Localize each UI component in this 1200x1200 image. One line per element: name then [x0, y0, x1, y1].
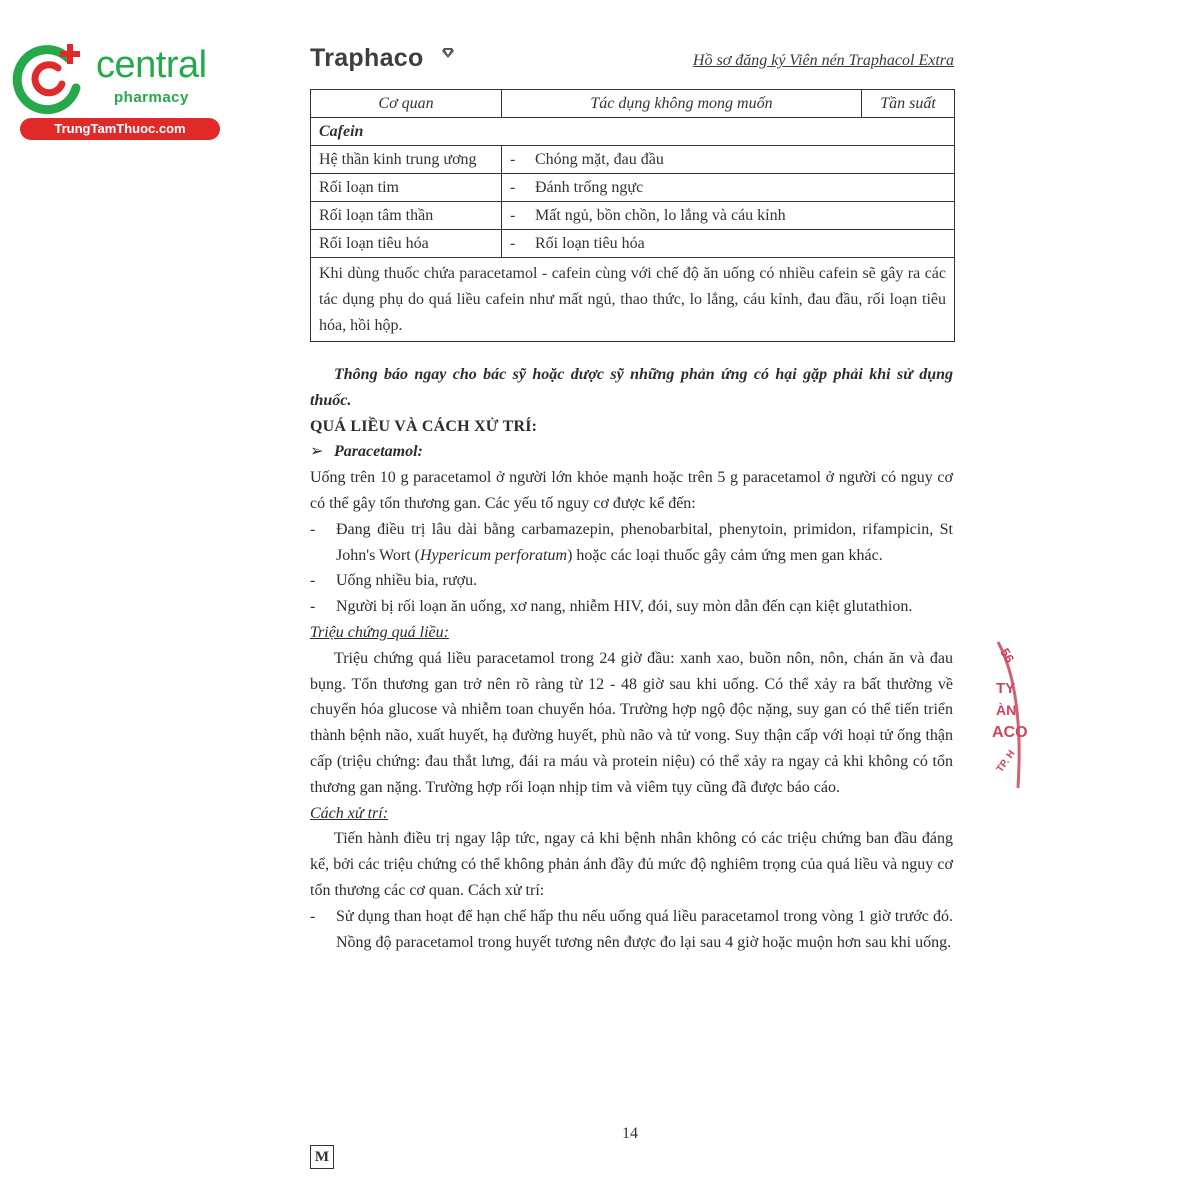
paracetamol-heading: Paracetamol: [334, 443, 423, 461]
section-cafein: Cafein [311, 118, 955, 146]
list-item [310, 568, 953, 594]
risk-1a: Đang điều trị lâu dài bằng carbamazepin, phenobarbital, phenytoin, primidon, rifampicin, St John's Wort ( [336, 520, 953, 564]
warning-text: Thông báo ngay cho bác sỹ hoặc dược sỹ những phản ứng có hại gặp phải khi sử dụng thuốc. [310, 366, 953, 409]
red-stamp [990, 640, 1030, 790]
logo-subtitle: pharmacy [114, 89, 189, 106]
arrow-bullet-icon: ➢ [310, 443, 324, 461]
paracetamol-subheading [310, 439, 953, 465]
central-pharmacy-mark-icon [10, 38, 90, 118]
document-body [310, 362, 953, 955]
stamp-text-2: TY [996, 680, 1016, 697]
stamp-text-5: TP. H [994, 748, 1018, 775]
document-title: Hồ sơ đăng ký Viên nén Traphacol Extra [692, 52, 954, 69]
effect-cell [502, 146, 955, 174]
effect-text: Chóng mặt, đau đầu [535, 151, 664, 168]
risk-1b: ) hoặc các loại thuốc gây cảm ứng men gan khác. [567, 546, 883, 564]
page-mark-box: M [310, 1145, 334, 1169]
stamp-text-4: ACO [992, 724, 1028, 741]
risk-2: Uống nhiều bia, rượu. [336, 572, 478, 590]
table-row [311, 230, 955, 258]
overdose-heading: QUÁ LIỀU VÀ CÁCH XỬ TRÍ: [310, 417, 538, 435]
dash: - [510, 207, 516, 224]
table-header-row [311, 90, 955, 118]
dash: - [510, 179, 516, 196]
treatment-heading: Cách xử trí: [310, 804, 389, 822]
dash: - [310, 598, 316, 616]
header-frequency: Tần suất [862, 90, 955, 118]
organ-cell: Hệ thần kinh trung ương [311, 146, 502, 174]
risk-3: Người bị rối loạn ăn uống, xơ nang, nhiễm HIV, đói, suy mòn dẫn đến cạn kiệt glutathion. [336, 598, 913, 616]
diamond-icon [442, 48, 454, 58]
dash: - [510, 235, 516, 252]
stamp-text-1: 56 [997, 645, 1018, 666]
dash: - [310, 907, 316, 925]
treatment-1: Sử dụng than hoạt để hạn chế hấp thu nếu uống quá liều paracetamol trong vòng 1 giờ trước đó. Nồng độ paracetamol trong huyết tương nên được đo lại sau 4 giờ hoặc muộn hơn sau khi uống. [336, 907, 953, 951]
effect-cell [502, 174, 955, 202]
table-row [311, 174, 955, 202]
page-number: 14 [622, 1125, 638, 1142]
effect-cell [502, 230, 955, 258]
stamp-text-3: ÀN [996, 702, 1017, 718]
header-effect: Tác dụng không mong muốn [502, 90, 862, 118]
effect-text: Rối loạn tiêu hóa [535, 235, 645, 252]
dash: - [310, 520, 316, 538]
brand-name: Traphaco [310, 44, 424, 72]
symptoms-heading: Triệu chứng quá liều: [310, 623, 449, 641]
organ-cell: Rối loạn tiêu hóa [311, 230, 502, 258]
dash: - [310, 572, 316, 590]
list-item [310, 517, 953, 569]
paracetamol-intro: Uống trên 10 g paracetamol ở người lớn khỏe mạnh hoặc trên 5 g paracetamol ở người có nguy cơ có thể gây tổn thương gan. Các yếu tố nguy cơ được kể đến: [310, 469, 953, 512]
adverse-effects-table [310, 89, 955, 342]
treatment-text: Tiến hành điều trị ngay lập tức, ngay cả khi bệnh nhân không có các triệu chứng ban đầu đáng kể, bởi các triệu chứng có thể không phản ánh đầy đủ mức độ nghiêm trọng của quá liều và nguy cơ tổn thương các cơ quan. Cách xử trí: [310, 830, 953, 899]
effect-cell [502, 202, 955, 230]
logo-url-badge[interactable]: TrungTamThuoc.com [20, 118, 220, 140]
effect-text: Mất ngủ, bồn chồn, lo lắng và cáu kỉnh [535, 207, 786, 224]
list-item [310, 594, 953, 620]
symptoms-text: Triệu chứng quá liều paracetamol trong 24 giờ đầu: xanh xao, buồn nôn, nôn, chán ăn và đau bụng. Tổn thương gan trở nên rõ ràng từ 12 - 48 giờ sau khi uống. Có thể xảy ra bất thường về chuyển hóa glucose và nhiễm toan chuyển hóa. Trường hợp ngộ độc nặng, suy gan có thể tiến triển thành bệnh não, xuất huyết, hạ đường huyết, phù não và tử vong. Suy thận cấp với hoại tử ống thận cấp (triệu chứng: đau thắt lưng, đái ra máu và protein niệu) có thể xảy ra ngay cả khi không có tổn thương gan nặng. Trường hợp rối loạn nhịp tim và viêm tụy cũng đã được báo cáo. [310, 649, 953, 796]
cafein-note: Khi dùng thuốc chứa paracetamol - cafein cùng với chế độ ăn uống có nhiều cafein sẽ gây ra các tác dụng phụ do quá liều cafein như mất ngủ, thao thức, lo lắng, cáu kỉnh, đau đầu, rối loạn tiêu hóa, hồi hộp. [311, 258, 955, 342]
header-organ: Cơ quan [311, 90, 502, 118]
table-row [311, 202, 955, 230]
table-section-row [311, 118, 955, 146]
organ-cell: Rối loạn tim [311, 174, 502, 202]
organ-cell: Rối loạn tâm thần [311, 202, 502, 230]
dash: - [510, 151, 516, 168]
table-row [311, 146, 955, 174]
risk-1-italic: Hypericum perforatum [419, 546, 568, 564]
list-item [310, 904, 953, 956]
logo-wordmark: central [96, 44, 207, 86]
effect-text: Đánh trống ngực [535, 179, 644, 196]
table-note-row [311, 258, 955, 342]
central-pharmacy-logo [10, 38, 215, 138]
